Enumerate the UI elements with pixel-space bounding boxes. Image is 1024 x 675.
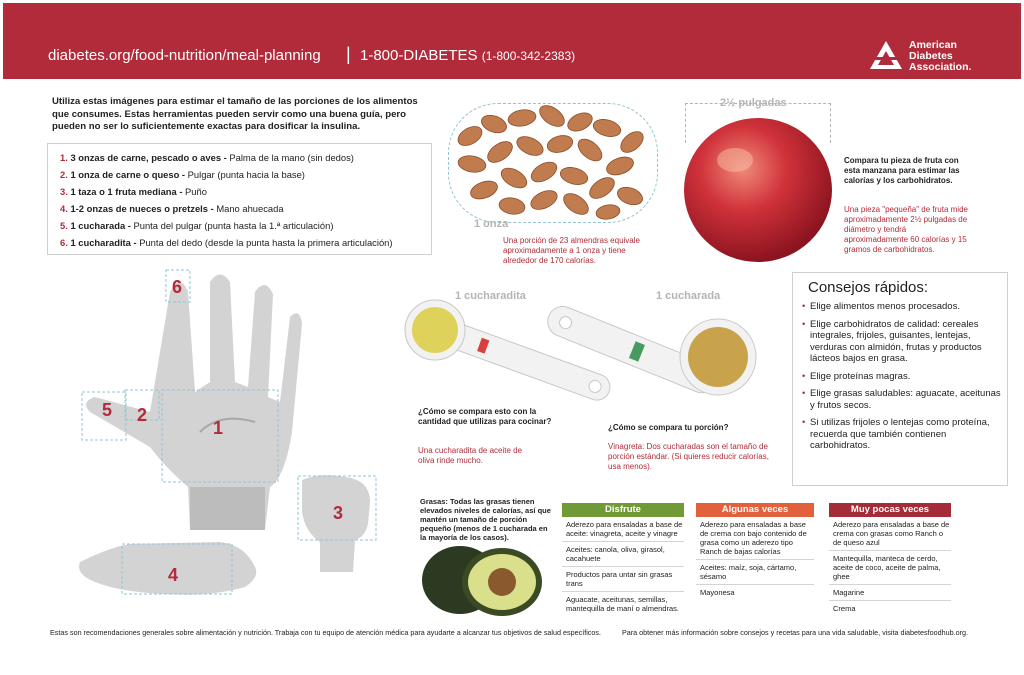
quick-tips-list bbox=[802, 301, 1002, 458]
portion-rest: Puño bbox=[182, 186, 207, 197]
apple-measure-line bbox=[685, 103, 831, 104]
tablespoon-question: ¿Cómo se compara tu porción? bbox=[608, 423, 729, 432]
portion-item bbox=[60, 186, 207, 197]
hand-number-6: 6 bbox=[172, 277, 183, 297]
tip-item: • Si utilizas frijoles o lentejas como proteína, recuerda que también contienen carbohidratos. bbox=[802, 417, 1002, 452]
portion-bold: 3 onzas de carne, pescado o aves - bbox=[70, 152, 227, 163]
phone-text: 1-800-DIABETES bbox=[360, 47, 478, 64]
hand-number-3: 3 bbox=[333, 503, 344, 523]
tip-item: • Elige proteínas magras. bbox=[802, 371, 1002, 383]
column-item: Aguacate, aceitunas, semillas, mantequilla de maní o almendras. bbox=[566, 595, 679, 613]
portion-rest: Punta del pulgar (punta hasta la 1.ª articulación) bbox=[130, 220, 334, 231]
portion-bold: 1-2 onzas de nueces o pretzels - bbox=[70, 203, 214, 214]
tip-item: • Elige grasas saludables: aguacate, aceitunas y frutos secos. bbox=[802, 388, 1002, 411]
teaspoon-label: 1 cucharadita bbox=[455, 290, 526, 302]
hand-number-1: 1 bbox=[213, 418, 224, 438]
portion-number: 4. bbox=[60, 203, 68, 214]
column-item: Aceites: maíz, soja, cártamo, sésamo bbox=[696, 560, 814, 585]
column-item: Productos para untar sin grasas trans bbox=[562, 567, 684, 592]
column-item: Magarine bbox=[829, 585, 951, 601]
portion-number: 1. bbox=[60, 152, 68, 163]
column-item: Aderezo para ensaladas a base de aceite: vinagreta, aceite y vinagre bbox=[562, 517, 684, 542]
portion-item bbox=[60, 203, 284, 214]
ada-logo bbox=[869, 40, 979, 72]
apple-image bbox=[680, 115, 840, 265]
logo-line-2: Diabetes bbox=[909, 50, 953, 62]
avocado-image bbox=[418, 538, 548, 620]
logo-line-1: American bbox=[909, 39, 957, 51]
tablespoon-label: 1 cucharada bbox=[656, 290, 721, 302]
portion-rest: Pulgar (punta hacia la base) bbox=[185, 169, 305, 180]
column-title: Muy pocas veces bbox=[829, 503, 951, 517]
teaspoon-question: ¿Cómo se compara esto con la cantidad que utilizas para cocinar? bbox=[418, 407, 552, 426]
hand-number-5: 5 bbox=[102, 400, 113, 420]
portion-list bbox=[47, 143, 432, 255]
column-item: Aceites: canola, oliva, girasol, cacahuete bbox=[562, 542, 684, 567]
portion-number: 5. bbox=[60, 220, 68, 231]
portion-item bbox=[60, 152, 354, 163]
fats-intro: Grasas: Todas las grasas tienen elevados niveles de calorías, así que mantén un tamaño de porción pequeño (menos de 1 cucharada en la mayoría de los casos). bbox=[420, 497, 551, 542]
fats-column-enjoy bbox=[562, 503, 684, 616]
phone-number[interactable] bbox=[360, 47, 575, 64]
apple-caption: Una pieza "pequeña" de fruta mide aproximadamente 2½ pulgadas de diámetro y tendrá aproximadamente 60 calorías y 15 gramos de carbohidratos. bbox=[844, 205, 968, 254]
quick-tips-title: Consejos rápidos: bbox=[808, 279, 929, 296]
tip-item: • Elige alimentos menos procesados. bbox=[802, 301, 1002, 313]
portion-item bbox=[60, 169, 305, 180]
apple-size-label: 2½ pulgadas bbox=[720, 97, 787, 109]
header-separator: | bbox=[346, 44, 351, 64]
hand-number-4: 4 bbox=[168, 565, 179, 585]
header-banner bbox=[3, 3, 1021, 79]
portion-rest: Punta del dedo (desde la punta hasta la primera articulación) bbox=[136, 237, 393, 248]
portion-item bbox=[60, 220, 333, 231]
portion-number: 6. bbox=[60, 237, 68, 248]
column-item: Mayonesa bbox=[700, 588, 735, 597]
intro-text: Utiliza estas imágenes para estimar el tamaño de las porciones de los alimentos que consumes. Estas herramientas pueden servir como una buena guía, pero pueden no ser lo suficientemente exactas para dosificar la insulina. bbox=[52, 96, 418, 132]
logo-line-3: Association. bbox=[909, 61, 972, 73]
hand-number-2: 2 bbox=[137, 405, 148, 425]
tablespoon-answer: Vinagreta: Dos cucharadas son el tamaño de porción estándar. (Si quieres reducir calorías, usa menos). bbox=[608, 442, 769, 471]
phone-numeric: (1-800-342-2383) bbox=[481, 49, 576, 63]
ada-triangle-icon bbox=[869, 40, 903, 70]
almond-label: 1 onza bbox=[474, 218, 509, 230]
column-title: Algunas veces bbox=[696, 503, 814, 517]
column-item: Mantequilla, manteca de cerdo, aceite de coco, aceite de palma, ghee bbox=[829, 551, 951, 585]
portion-number: 3. bbox=[60, 186, 68, 197]
portion-bold: 1 taza o 1 fruta mediana - bbox=[70, 186, 183, 197]
fats-column-rarely bbox=[829, 503, 951, 616]
almonds-image bbox=[452, 104, 652, 222]
portion-rest: Palma de la mano (sin dedos) bbox=[226, 152, 354, 163]
column-item: Crema bbox=[833, 604, 856, 613]
column-title: Disfrute bbox=[562, 503, 684, 517]
almond-caption: Una porción de 23 almendras equivale aproximadamente a 1 onza y tiene alrededor de 170 calorías. bbox=[503, 236, 640, 265]
quick-tips-box bbox=[792, 272, 1008, 486]
teaspoon-answer: Una cucharadita de aceite de oliva rinde mucho. bbox=[418, 446, 523, 465]
website-url[interactable]: diabetes.org/food-nutrition/meal-planning bbox=[48, 47, 321, 64]
portion-rest: Mano ahuecada bbox=[213, 203, 284, 214]
footer-more-info: Para obtener más información sobre consejos y recetas para una vida saludable, visita diabetesfoodhub.org. bbox=[622, 628, 969, 637]
column-item: Aderezo para ensaladas a base de crema con bajo contenido de grasa como un aderezo tipo Ranch de bajas calorías bbox=[696, 517, 814, 560]
column-item: Aderezo para ensaladas a base de crema con grasas como Ranch o de queso azul bbox=[829, 517, 951, 551]
tip-item: • Elige carbohidratos de calidad: cereales integrales, frijoles, guisantes, lentejas, verduras con almidón, frutas y productos lácteos bajos en grasa. bbox=[802, 319, 1002, 365]
fats-column-sometimes bbox=[696, 503, 814, 600]
portion-bold: 1 cucharada - bbox=[70, 220, 131, 231]
apple-compare-text: Compara tu pieza de fruta con esta manzana para estimar las calorías y los carbohidratos. bbox=[844, 156, 960, 185]
footer-disclaimer: Estas son recomendaciones generales sobre alimentación y nutrición. Trabaja con tu equipo de atención médica para ayudarte a alcanzar tus objetivos de salud específicos. bbox=[50, 628, 601, 637]
portion-number: 2. bbox=[60, 169, 68, 180]
portion-item bbox=[60, 237, 393, 248]
portion-bold: 1 onza de carne o queso - bbox=[70, 169, 186, 180]
hand-illustration bbox=[70, 262, 390, 602]
portion-bold: 1 cucharadita - bbox=[70, 237, 137, 248]
